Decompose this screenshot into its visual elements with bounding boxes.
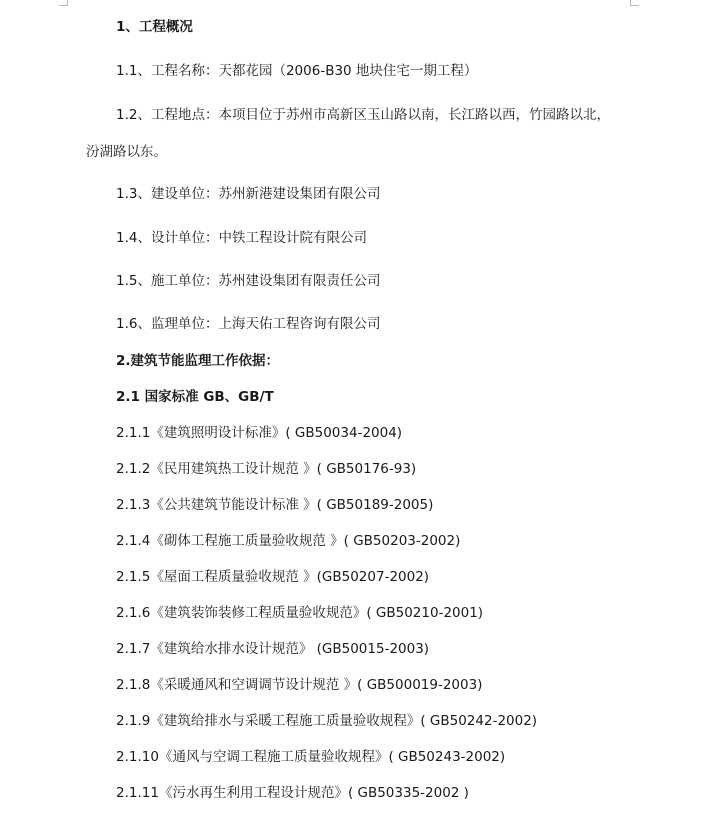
standard-item: 2.1.6《建筑装饰装修工程质量验收规范》( GB50210-2001) (116, 605, 484, 621)
construction-unit-line: 1.3、建设单位：苏州新港建设集团有限公司 (116, 186, 381, 202)
standard-item: 2.1.9《建筑给排水与采暖工程施工质量验收规程》( GB50242-2002) (116, 713, 538, 729)
section-heading-project-overview: 1、工程概况 (116, 19, 193, 35)
page-corner-mark-top-right-horizontal (631, 5, 639, 6)
standard-item: 2.1.2《民用建筑热工设计规范 》( GB50176-93) (116, 461, 417, 477)
supervision-unit-line: 1.6、监理单位：上海天佑工程咨询有限公司 (116, 316, 381, 332)
standard-item: 2.1.10《通风与空调工程施工质量验收规程》( GB50243-2002) (116, 749, 506, 765)
design-unit-line: 1.4、设计单位：中铁工程设计院有限公司 (116, 230, 367, 246)
standard-item: 2.1.5《屋面工程质量验收规范 》(GB50207-2002) (116, 569, 430, 585)
standard-item: 2.1.11《污水再生利用工程设计规范》( GB50335-2002 ) (116, 785, 469, 801)
section-heading-supervision-basis: 2.建筑节能监理工作依据： (116, 353, 280, 369)
subsection-heading-national-standards: 2.1 国家标准 GB、GB/T (116, 389, 274, 405)
project-location-line: 1.2、工程地点：本项目位于苏州市高新区玉山路以南，长江路以西，竹园路以北， (116, 107, 610, 123)
builder-unit-line: 1.5、施工单位：苏州建设集团有限责任公司 (116, 273, 381, 289)
project-location-line-continued: 汾湖路以东。 (86, 144, 167, 160)
standard-item: 2.1.7《建筑给水排水设计规范》 (GB50015-2003) (116, 641, 430, 657)
page-corner-mark-top-left (67, 0, 68, 6)
standard-item: 2.1.4《砌体工程施工质量验收规范 》( GB50203-2002) (116, 533, 461, 549)
project-name-line: 1.1、工程名称：天都花园（2006-B30 地块住宅一期工程） (116, 63, 478, 79)
standard-item: 2.1.1《建筑照明设计标准》( GB50034-2004) (116, 425, 403, 441)
standard-item: 2.1.8《采暖通风和空调调节设计规范 》( GB500019-2003) (116, 677, 483, 693)
page-corner-mark-top-left-horizontal (59, 5, 67, 6)
standard-item: 2.1.3《公共建筑节能设计标准 》( GB50189-2005) (116, 497, 434, 513)
